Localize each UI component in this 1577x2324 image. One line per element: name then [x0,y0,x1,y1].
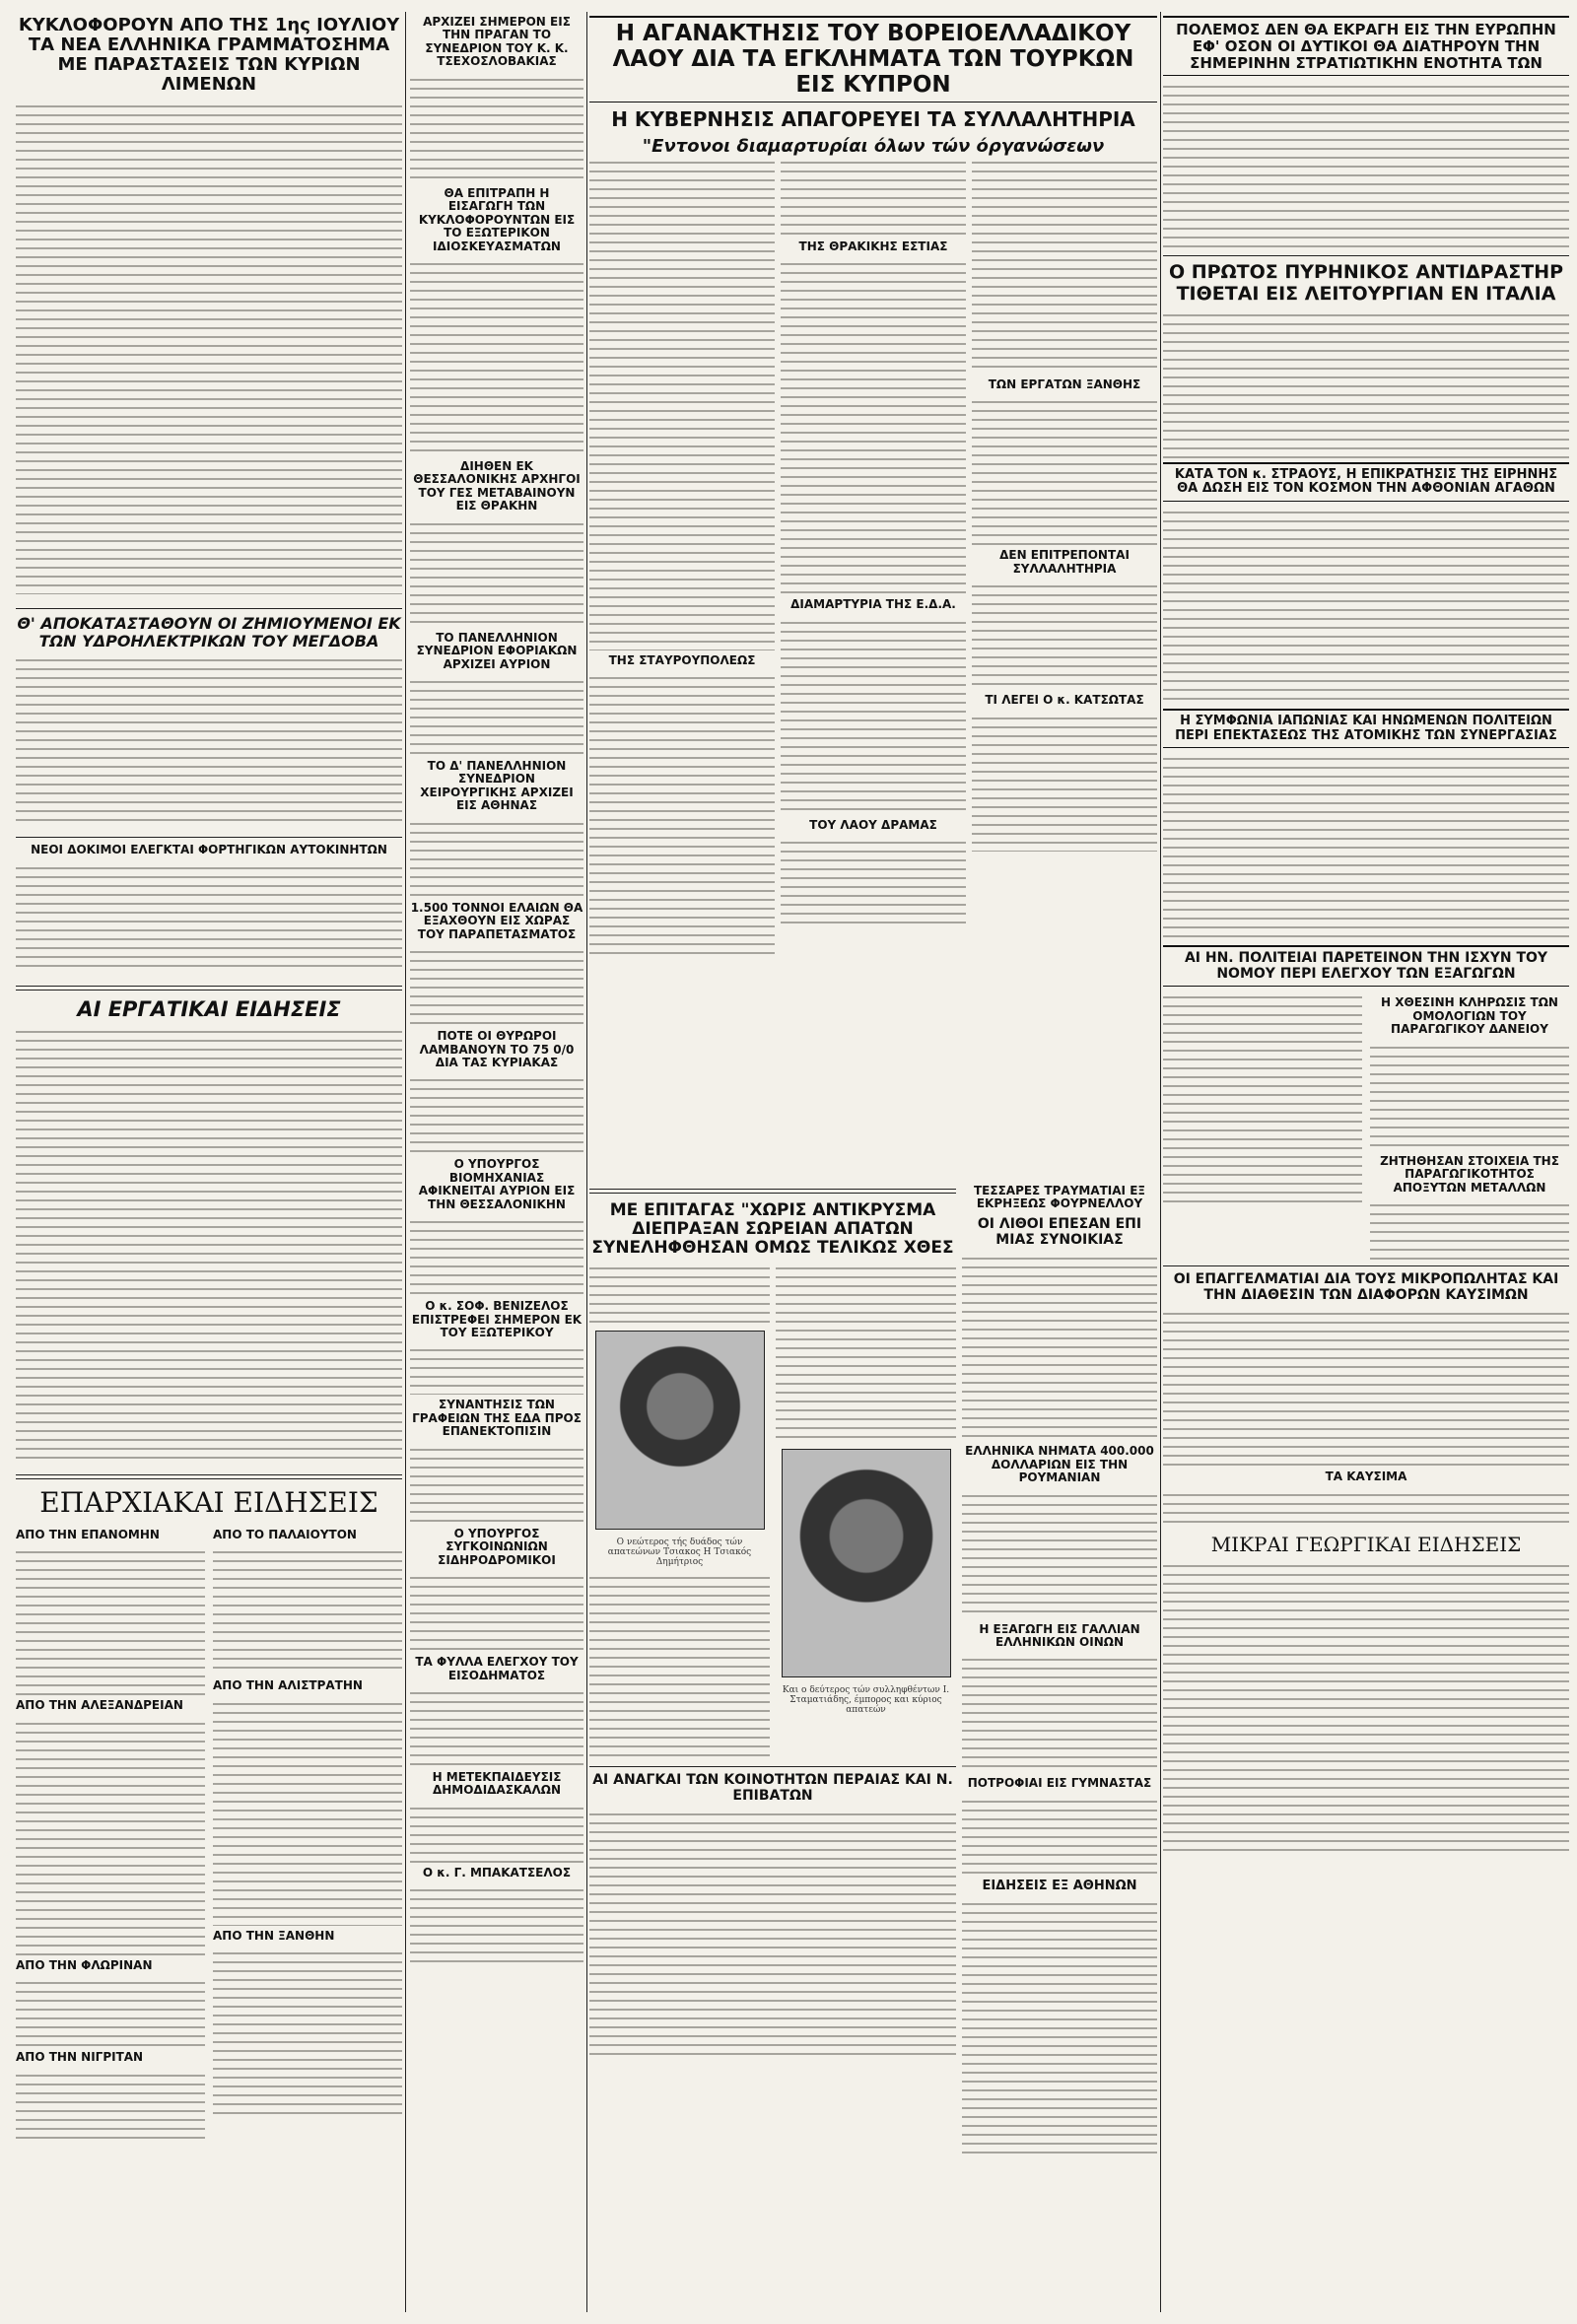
article-body [410,75,583,183]
crime-story [589,1181,956,2056]
export-right [1370,992,1569,1260]
crime-text-left [589,1264,770,1760]
export-left [1163,992,1362,1260]
article-body [962,1655,1157,1773]
article-body [781,838,966,926]
divider [16,1474,402,1479]
subhead-xanthi: ΑΠΟ ΤΗΝ ΞΑΝΘΗΝ [213,1928,335,1943]
crime-text-right [776,1264,956,1760]
article-body [962,1254,1157,1441]
subhead-fuels: ΤΑ ΚΑΥΣΙΜΑ [1325,1470,1407,1484]
lead-story [589,12,1157,163]
column-rule [405,12,406,2312]
headline-fraud: ΜΕ ΕΠΙΤΑΓΑΣ "ΧΩΡΙΣ ΑΝΤΙΚΡΥΣΜΑ ΔΙΕΠΡΑΞΑΝ ΣΩΡΕΙΑΝ ΑΠΑΤΩΝ ΣΥΝΕΛΗΦΘΗΣΑΝ ΟΜΩΣ ΤΕΛΙΚΩΣ ΧΘΕΣ [591,1200,954,1259]
article-body [589,1264,770,1323]
article-body [16,863,402,972]
column-rule [1160,12,1161,2312]
caption-suspect-1: Ο νεώτερος τής δυάδος τών απατεώνων Τσιακος Η Τσιακός Δημήτριος [607,1538,752,1568]
headline-bakery-blast: ΤΕΣΣΑΡΕΣ ΤΡΑΥΜΑΤΙΑΙ ΕΞ ΕΚΡΗΞΕΩΣ ΦΟΥΡΝΕΛΛΟΥ [974,1184,1145,1211]
article-body [589,1573,770,1760]
subhead-palaioutoni: ΑΠΟ ΤΟ ΠΑΛΑΙΟΥΤΟΝ [213,1527,357,1541]
subhead-katsotas: ΤΙ ΛΕΓΕΙ Ο κ. ΚΑΤΣΩΤΑΣ [985,693,1144,708]
headline-income-forms: ΤΑ ΦΥΛΛΑ ΕΛΕΓΧΟΥ ΤΟΥ ΕΙΣΟΔΗΜΑΤΟΣ [415,1655,579,1682]
headline-inspectors: ΝΕΟΙ ΔΟΚΙΜΟΙ ΕΛΕΓΚΤΑΙ ΦΟΡΤΗΓΙΚΩΝ ΑΥΤΟΚΙΝΗΤΩΝ [31,843,387,857]
headline-eda-meeting: ΣΥΝΑΝΤΗΣΙΣ ΤΩΝ ΓΡΑΦΕΙΩΝ ΤΗΣ ΕΔΑ ΠΡΟΣ ΕΠΑΝΕΚΤΟΠΙΣΙΝ [412,1398,582,1439]
article-body [410,1804,583,1863]
headline-doormen: ΠΟΤΕ ΟΙ ΘΥΡΩΡΟΙ ΛΑΜΒΑΝΟΥΝ ΤΟ 75 0/0 ΔΙΑ ΤΑΣ ΚΥΡΙΑΚΑΣ [419,1029,575,1069]
subhead-alistrati: ΑΠΟ ΤΗΝ ΑΛΙΣΤΡΑΤΗΝ [213,1678,363,1693]
article-body [972,581,1157,690]
divider [589,1766,956,1767]
section-labor [16,998,402,1462]
column-3d [962,1181,1157,2155]
article-body [410,947,583,1026]
article-body [16,655,402,823]
divider [16,837,402,838]
headline-industry-minister: Ο ΥΠΟΥΡΓΟΣ ΒΙΟΜΗΧΑΝΙΑΣ ΑΦΙΚΝΕΙΤΑΙ ΑΥΡΙΟΝ ΕΙΣ ΤΗΝ ΘΕΣΣΑΛΟΝΙΚΗΝ [418,1157,576,1211]
headline-olive-export: 1.500 ΤΟΝΝΟΙ ΕΛΑΙΩΝ ΘΑ ΕΞΑΧΘΟΥΝ ΕΙΣ ΧΩΡΑΣ ΤΟΥ ΠΑΡΑΠΕΤΑΣΜΑΤΟΣ [410,900,583,941]
article-body [16,1978,205,2047]
article-body [781,259,966,594]
article-body [589,158,775,650]
article-body [1370,1200,1569,1260]
subhead-eda-protest: ΔΙΑΜΑΡΤΥΡΙΑ ΤΗΣ Ε.Δ.Α. [790,597,956,612]
provincial-grid [16,1525,402,2140]
article-body [1163,508,1569,705]
headline-farm-news: ΜΙΚΡΑΙ ΓΕΩΡΓΙΚΑΙ ΕΙΔΗΣΕΙΣ [1210,1532,1522,1556]
crime-body [589,1264,956,1760]
divider [1163,1265,1569,1266]
headline-stamps: ΚΥΚΛΟΦΟΡΟΥΝ ΑΠΟ ΤΗΣ 1ης ΙΟΥΛΙΟΥ ΤΑ ΝΕΑ ΕΛΛΗΝΙΚΑ ΓΡΑΜΜΑΤΟΣΗΜΑ ΜΕ ΠΑΡΑΣΤΑΣΕΙΣ ΤΩΝ ΚΥΡΙΩΝ ΛΙΜΕΝΩΝ [18,15,400,96]
article-body [972,158,1157,375]
headline-venizelos: Ο κ. ΣΟΦ. ΒΕΝΙΖΕΛΟΣ ΕΠΙΣΤΡΕΦΕΙ ΣΗΜΕΡΟΝ ΕΚ ΤΟΥ ΕΞΩΤΕΡΙΚΟΥ [411,1299,583,1339]
headline-no-war: ΠΟΛΕΜΟΣ ΔΕΝ ΘΑ ΕΚΡΑΓΗ ΕΙΣ ΤΗΝ ΕΥΡΩΠΗΝ ΕΦ' ΟΣΟΝ ΟΙ ΔΥΤΙΚΟΙ ΘΑ ΔΙΑΤΗΡΟΥΝ ΤΗΝ ΣΗΜΕΡΙΝΗΝ ΣΤΡΑΤΙΩΤΙΚΗΝ ΕΝΟΤΗΤΑ ΤΩΝ [1163,16,1569,76]
article-body [1163,992,1362,1209]
headline-bakatselos: Ο κ. Γ. ΜΠΑΚΑΤΣΕΛΟΣ [422,1865,572,1880]
subhead-stavroupolis: ΤΗΣ ΣΤΑΥΡΟΥΠΟΛΕΩΣ [608,653,756,667]
article-body [1163,1309,1569,1467]
subhead-thracian-hearth: ΤΗΣ ΘΡΑΚΙΚΗΣ ΕΣΤΙΑΣ [798,239,948,253]
article-body [410,1075,583,1154]
headline-provincial-news: ΕΠΑΡΧΙΑΚΑΙ ΕΙΔΗΣΕΙΣ [39,1486,378,1520]
headline-athens-news: ΕΙΔΗΣΕΙΣ ΕΞ ΑΘΗΝΩΝ [982,1878,1137,1893]
column-1 [16,12,402,2312]
headline-community-needs: ΑΙ ΑΝΑΓΚΑΙ ΤΩΝ ΚΟΙΝΟΤΗΤΩΝ ΠΕΡΑΙΑΣ ΚΑΙ Ν. ΕΠΙΒΑΤΩΝ [592,1772,953,1804]
subhead-drama: ΤΟΥ ΛΑΟΥ ΔΡΑΜΑΣ [809,817,937,832]
headline-pharma-import: ΘΑ ΕΠΙΤΡΑΠΗ Η ΕΙΣΑΓΩΓΗ ΤΩΝ ΚΥΚΛΟΦΟΡΟΥΝΤΩΝ ΕΙΣ ΤΟ ΕΞΩΤΕΡΙΚΟΝ ΙΔΙΟΣΚΕΥΑΣΜΑΤΩΝ [418,185,576,253]
headline-fuel-retailers: ΟΙ ΕΠΑΓΓΕΛΜΑΤΙΑΙ ΔΙΑ ΤΟΥΣ ΜΙΚΡΟΠΩΛΗΤΑΣ ΚΑΙ ΤΗΝ ΔΙΑΘΕΣΙΝ ΤΩΝ ΔΙΑΦΟΡΩΝ ΚΑΥΣΙΜΩΝ [1173,1271,1559,1303]
headline-bond-draw: Η ΧΘΕΣΙΝΗ ΚΛΗΡΩΣΙΣ ΤΩΝ ΟΜΟΛΟΓΙΩΝ ΤΟΥ ΠΑΡΑΓΩΓΙΚΟΥ ΔΑΝΕΙΟΥ [1381,995,1558,1037]
headline-rallies-ban: Η ΚΥΒΕΡΝΗΣΙΣ ΑΠΑΓΟΡΕΥΕΙ ΤΑ ΣΥΛΛΑΛΗΤΗΡΙΑ [611,107,1135,132]
headline-megdova: Θ' ΑΠΟΚΑΤΑΣΤΑΘΟΥΝ ΟΙ ΖΗΜΙΟΥΜΕΝΟΙ ΕΚ ΤΩΝ ΥΔΡΟΗΛΕΚΤΡΙΚΩΝ ΤΟΥ ΜΕΓΔΟΒΑ [17,613,401,650]
article-body [16,1719,205,1955]
article-body [410,819,583,898]
article-body [410,1217,583,1296]
divider [16,608,402,609]
article-body [1370,1043,1569,1151]
headline-wines: Η ΕΞΑΓΩΓΗ ΕΙΣ ΓΑΛΛΙΑΝ ΕΛΛΗΝΙΚΩΝ ΟΙΝΩΝ [979,1621,1140,1649]
article-body [410,677,583,756]
subhead-florina: ΑΠΟ ΤΗΝ ΦΛΩΡΙΝΑΝ [16,1957,153,1972]
article-body [213,1547,402,1675]
headline-romania: ΕΛΛΗΝΙΚΑ ΝΗΜΑΤΑ 400.000 ΔΟΛΛΑΡΙΩΝ ΕΙΣ ΤΗΝ ΡΟΥΜΑΝΙΑΝ [965,1444,1154,1485]
headline-cyprus: Η ΑΓΑΝΑΚΤΗΣΙΣ ΤΟΥ ΒΟΡΕΙΟΕΛΛΑΔΙΚΟΥ ΛΑΟΥ ΔΙΑ ΤΑ ΕΓΚΛΗΜΑΤΑ ΤΩΝ ΤΟΥΡΚΩΝ ΕΙΣ ΚΥΠΡΟΝ [589,16,1157,103]
caption-suspect-2: Και ο δεύτερος τών συλληφθέντων Ι. Σταματιάδης, έμπορος και κύριος απατεών [782,1685,950,1716]
article-body [781,618,966,815]
subhead-xanthi-workers: ΤΩΝ ΕΡΓΑΤΩΝ ΞΑΝΘΗΣ [988,377,1141,391]
article-body [16,1547,205,1695]
article-body [16,102,402,594]
headline-railways: Ο ΥΠΟΥΡΓΟΣ ΣΥΓΚΟΙΝΩΝΙΩΝ ΣΙΔΗΡΟΔΡΟΜΙΚΟΙ [438,1526,556,1567]
article-body [776,1264,956,1441]
headline-strauss: ΚΑΤΑ ΤΟΝ κ. ΣΤΡΑΟΥΣ, Η ΕΠΙΚΡΑΤΗΣΙΣ ΤΗΣ ΕΙΡΗΝΗΣ ΘΑ ΔΩΣΗ ΕΙΣ ΤΟΝ ΚΟΣΜΟΝ ΤΗΝ ΑΦΘΟΝΙΑΝ ΑΓΑΘΩΝ [1163,462,1569,502]
subhead-no-rallies: ΔΕΝ ΕΠΙΤΡΕΠΟΝΤΑΙ ΣΥΛΛΑΛΗΤΗΡΙΑ [999,548,1130,576]
article-body [972,397,1157,545]
photo-suspect-2 [782,1449,951,1677]
headline-tax-congress: ΤΟ ΠΑΝΕΛΛΗΝΙΟΝ ΣΥΝΕΔΡΙΟΝ ΕΦΟΡΙΑΚΩΝ ΑΡΧΙΖΕΙ ΑΥΡΙΟΝ [416,630,578,671]
article-body [16,2071,205,2140]
article-body [1163,1490,1569,1530]
headline-protests: "Εντονοι διαμαρτυρίαι όλων τών όργανώσεων [642,135,1105,157]
article-body [1163,82,1569,249]
headline-prague-congress: ΑΡΧΙΖΕΙ ΣΗΜΕΡΟΝ ΕΙΣ ΤΗΝ ΠΡΑΓΑΝ ΤΟ ΣΥΝΕΔΡΙΟΝ ΤΟΥ Κ. Κ. ΤΣΕΧΟΣΛΟΒΑΚΙΑΣ [423,15,571,69]
headline-japan-usa: Η ΣΥΜΦΩΝΙΑ ΙΑΠΩΝΙΑΣ ΚΑΙ ΗΝΩΜΕΝΩΝ ΠΟΛΙΤΕΙΩΝ ΠΕΡΙ ΕΠΕΚΤΑΣΕΩΣ ΤΗΣ ΑΤΟΜΙΚΗΣ ΤΩΝ ΣΥΝΕΡΓΑΣΙΑΣ [1163,709,1569,748]
article-stamps [16,16,402,594]
subhead-epanomi: ΑΠΟ ΤΗΝ ΕΠΑΝΟΜΗΝ [16,1527,160,1541]
export-section [1163,992,1569,1260]
divider [16,986,402,991]
headline-export-law: ΑΙ ΗΝ. ΠΟΛΙΤΕΙΑΙ ΠΑΡΕΤΕΙΝΟΝ ΤΗΝ ΙΣΧΥΝ ΤΟΥ ΝΟΜΟΥ ΠΕΡΙ ΕΛΕΓΧΟΥ ΤΩΝ ΕΞΑΓΩΓΩΝ [1163,945,1569,987]
article-body [962,1899,1157,2155]
article-body [410,519,583,628]
divider [1163,255,1569,256]
article-body [410,259,583,456]
divider [589,1189,956,1194]
article-body [410,1688,583,1767]
article-body [781,158,966,237]
column-2 [410,12,583,2312]
article-body [962,1797,1157,1876]
subhead-nigrita: ΑΠΟ ΤΗΝ ΝΙΓΡΙΤΑΝ [16,2050,144,2065]
headline-labor-news: ΑΙ ΕΡΓΑΤΙΚΑΙ ΕΙΔΗΣΕΙΣ [77,996,341,1021]
article-megdova [16,615,402,824]
headline-teachers: Η ΜΕΤΕΚΠΑΙΔΕΥΣΙΣ ΔΗΜΟΔΙΔΑΣΚΑΛΩΝ [432,1769,562,1798]
provincial-right [213,1525,402,2140]
article-body [962,1491,1157,1619]
article-body [410,1885,583,1964]
column-rule [586,12,587,2312]
headline-gymnasts: ΠΟΤΡΟΦΙΑΙ ΕΙΣ ΓΥΜΝΑΣΤΑΣ [967,1776,1152,1791]
article-body [1163,310,1569,458]
photo-suspect-1 [595,1331,765,1530]
article-body [16,1027,402,1461]
article-body [410,1445,583,1524]
headline-metals: ΖΗΤΗΘΗΣΑΝ ΣΤΟΙΧΕΙΑ ΤΗΣ ΠΑΡΑΓΩΓΙΚΟΤΗΤΟΣ ΑΠΟΞΥΤΩΝ ΜΕΤΑΛΛΩΝ [1380,1153,1559,1195]
article-body [589,1810,956,2056]
article-body [410,1345,583,1395]
provincial-left [16,1525,205,2140]
article-body [589,673,775,959]
article-body [213,1948,402,2116]
section-provincial [16,1487,402,2139]
headline-stones: ΟΙ ΛΙΘΟΙ ΕΠΕΣΑΝ ΕΠΙ ΜΙΑΣ ΣΥΝΟΙΚΙΑΣ [977,1215,1142,1248]
article-body [213,1699,402,1926]
column-4 [1163,12,1569,2312]
article-body [410,1573,583,1652]
headline-nuclear-reactor: Ο ΠΡΩΤΟΣ ΠΥΡΗΝΙΚΟΣ ΑΝΤΙΔΡΑΣΤΗΡ ΤΙΘΕΤΑΙ ΕΙΣ ΛΕΙΤΟΥΡΓΙΑΝ ΕΝ ΙΤΑΛΙΑ [1168,261,1564,305]
article-body [1163,1561,1569,1857]
headline-thrace-chiefs: ΔΙΗΘΕΝ ΕΚ ΘΕΣΣΑΛΟΝΙΚΗΣ ΑΡΧΗΓΟΙ ΤΟΥ ΓΕΣ ΜΕΤΑΒΑΙΝΟΥΝ ΕΙΣ ΘΡΑΚΗΝ [413,458,581,513]
headline-surgery-congress: ΤΟ Δ' ΠΑΝΕΛΛΗΝΙΟΝ ΣΥΝΕΔΡΙΟΝ ΧΕΙΡΟΥΡΓΙΚΗΣ ΑΡΧΙΖΕΙ ΕΙΣ ΑΘΗΝΑΣ [420,759,574,813]
article-body [1163,754,1569,941]
article-inspectors [16,844,402,971]
article-body [972,714,1157,852]
subhead-alexandreia: ΑΠΟ ΤΗΝ ΑΛΕΞΑΝΔΡΕΙΑΝ [16,1698,183,1713]
